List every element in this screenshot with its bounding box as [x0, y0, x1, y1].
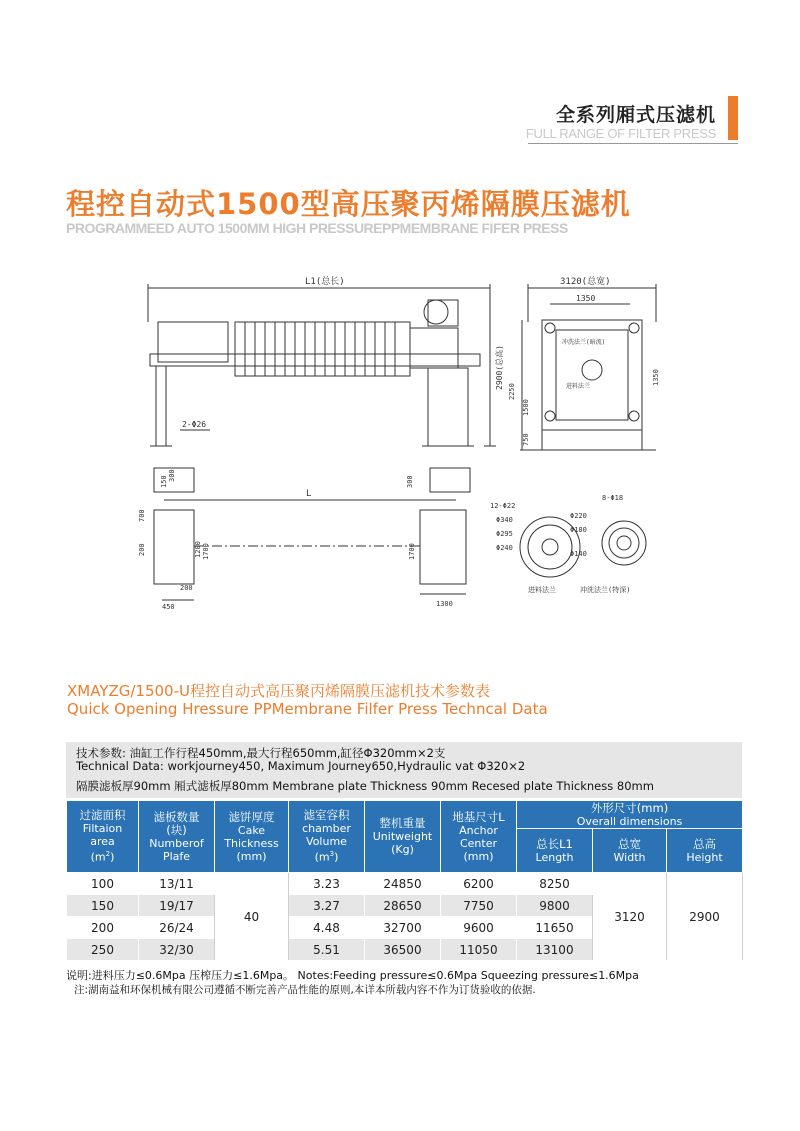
label-450: 450: [162, 603, 175, 611]
technical-data-panel: [66, 742, 742, 798]
plate-thickness-line: 隔膜滤板厚90mm 厢式滤板厚80mm Membrane plate Thickness 90mm Recesed plate Thickness 80mm: [76, 779, 654, 793]
cell-weight: 36500: [365, 939, 441, 961]
pressure-notes: 说明:进料压力≤0.6Mpa 压榨压力≤1.6Mpa。 Notes:Feeding pressure≤0.6Mpa Squeezing pressure≤1.6Mpa: [66, 969, 639, 982]
cell-plates: 32/30: [139, 939, 215, 961]
cell-area: 200: [67, 917, 139, 939]
cell-volume: 3.23: [289, 873, 365, 895]
flange-details: [490, 494, 646, 594]
header-unit-weight: 整机重量 Unitweight (Kg): [365, 801, 441, 873]
cell-volume: 5.51: [289, 939, 365, 961]
label-flange-b-bolts: 8-Φ18: [602, 494, 624, 502]
technical-data-en: Technical Data: workjourney450, Maximum Journey650,Hydraulic vat Φ320×2: [76, 759, 526, 773]
header-plates: 滤板数量 (块) Numberof Plafe: [139, 801, 215, 873]
label-bolt-left: 2-Φ26: [182, 420, 207, 429]
header-overall-dimensions: 外形尺寸(mm) Overall dimensions: [517, 801, 743, 829]
technical-data-cn: 技术参数: 油缸工作行程450mm,最大行程650mm,缸径Φ320mm×2支: [76, 746, 446, 760]
cell-anchor: 7750: [441, 895, 517, 917]
product-title-cn: 程控自动式1500型高压聚丙烯隔膜压滤机: [66, 187, 631, 221]
cell-plates: 19/17: [139, 895, 215, 917]
label-L: L: [306, 489, 312, 499]
label-flange-240: Φ240: [496, 544, 513, 552]
cell-length: 11650: [517, 917, 593, 939]
label-200-a: 200: [138, 543, 146, 556]
label-flange-140: Φ140: [570, 550, 587, 558]
header-height: 总高 Height: [667, 829, 743, 873]
label-1300: 1300: [436, 600, 453, 608]
table-row: [67, 873, 743, 895]
header-anchor-center: 地基尺寸L Anchor Center (mm): [441, 801, 517, 873]
label-200-b: 200: [180, 584, 193, 592]
header-width: 总宽 Width: [593, 829, 667, 873]
label-300-right: 300: [406, 475, 414, 488]
series-title-cn: 全系列厢式压滤机: [555, 104, 716, 126]
cell-plates: 13/11: [139, 873, 215, 895]
cell-cake-thickness: 40: [215, 873, 289, 961]
cell-length: 8250: [517, 873, 593, 895]
header-length: 总长L1 Length: [517, 829, 593, 873]
cell-anchor: 9600: [441, 917, 517, 939]
spec-section-title-cn: XMAYZG/1500-U程控自动式高压聚丙烯隔膜压滤机技术参数表: [67, 682, 490, 700]
cell-area: 250: [67, 939, 139, 961]
disclaimer-note: 注:湖南益和环保机械有限公司遵循不断完善产品性能的原则,本详本所载内容不作为订货验收的依据.: [74, 984, 536, 996]
cell-height: 2900: [667, 873, 743, 961]
label-1350-top: 1350: [576, 294, 596, 303]
label-flange-a-bolts: 12-Φ22: [490, 502, 516, 510]
label-flange-feed: 进料法兰: [566, 383, 591, 390]
label-1350-side: 1350: [652, 369, 660, 386]
label-flange-220: Φ220: [570, 512, 587, 520]
label-total-width: 3120(总宽): [560, 277, 611, 287]
product-title-en: PROGRAMMEED AUTO 1500MM HIGH PRESSUREPPMEMBRANE FIFER PRESS: [66, 220, 568, 236]
header-cake-thickness: 滤饼厚度 Cake Thickness (mm): [215, 801, 289, 873]
side-view: [148, 275, 504, 446]
cell-weight: 24850: [365, 873, 441, 895]
cell-weight: 28650: [365, 895, 441, 917]
label-700: 700: [138, 509, 146, 522]
series-title-en: FULL RANGE OF FILTER PRESS: [525, 126, 716, 141]
cell-plates: 26/24: [139, 917, 215, 939]
label-300-left: 300: [168, 469, 176, 482]
cell-area: 150: [67, 895, 139, 917]
header-area: 过滤面积 Filtaion area $(m^2)$: [67, 801, 139, 873]
label-2250: 2250: [508, 383, 516, 400]
caption-feed-flange: 进料法兰: [528, 586, 556, 594]
label-2900: 2900(总高): [495, 345, 504, 390]
cell-width: 3120: [593, 873, 667, 961]
label-flange-180: Φ180: [570, 526, 587, 534]
filter-plates: [235, 322, 410, 376]
technical-drawing: [110, 260, 670, 620]
header-chamber-volume: 滤室容积 chamber Volume $(m^3)$: [289, 801, 365, 873]
cell-area: 100: [67, 873, 139, 895]
cell-volume: 4.48: [289, 917, 365, 939]
label-flange-340: Φ340: [496, 516, 513, 524]
cell-volume: 3.27: [289, 895, 365, 917]
cell-length: 9800: [517, 895, 593, 917]
label-1500: 1500: [522, 399, 530, 416]
cell-weight: 32700: [365, 917, 441, 939]
label-flange-wash: 冲洗法兰(暗流): [562, 339, 606, 346]
label-750: 750: [522, 433, 530, 446]
header-rule: [528, 143, 738, 144]
label-1700-right: 1700: [408, 543, 416, 560]
end-view: [508, 275, 660, 450]
plan-view: [138, 468, 470, 611]
label-l1: L1(总长): [305, 277, 345, 287]
label-flange-295: Φ295: [496, 530, 513, 538]
cell-anchor: 6200: [441, 873, 517, 895]
label-1700-left: 1700: [202, 543, 210, 560]
label-150: 150: [160, 475, 168, 488]
spec-table: [66, 800, 743, 961]
spec-section-title-en: Quick Opening Hressure PPMembrane Filfer Press Techncal Data: [67, 700, 548, 718]
header-accent-bar: [728, 96, 738, 140]
cell-length: 13100: [517, 939, 593, 961]
caption-wash-flange: 冲洗法兰(特深): [580, 586, 631, 594]
label-1200: 1200: [194, 541, 202, 558]
cell-anchor: 11050: [441, 939, 517, 961]
